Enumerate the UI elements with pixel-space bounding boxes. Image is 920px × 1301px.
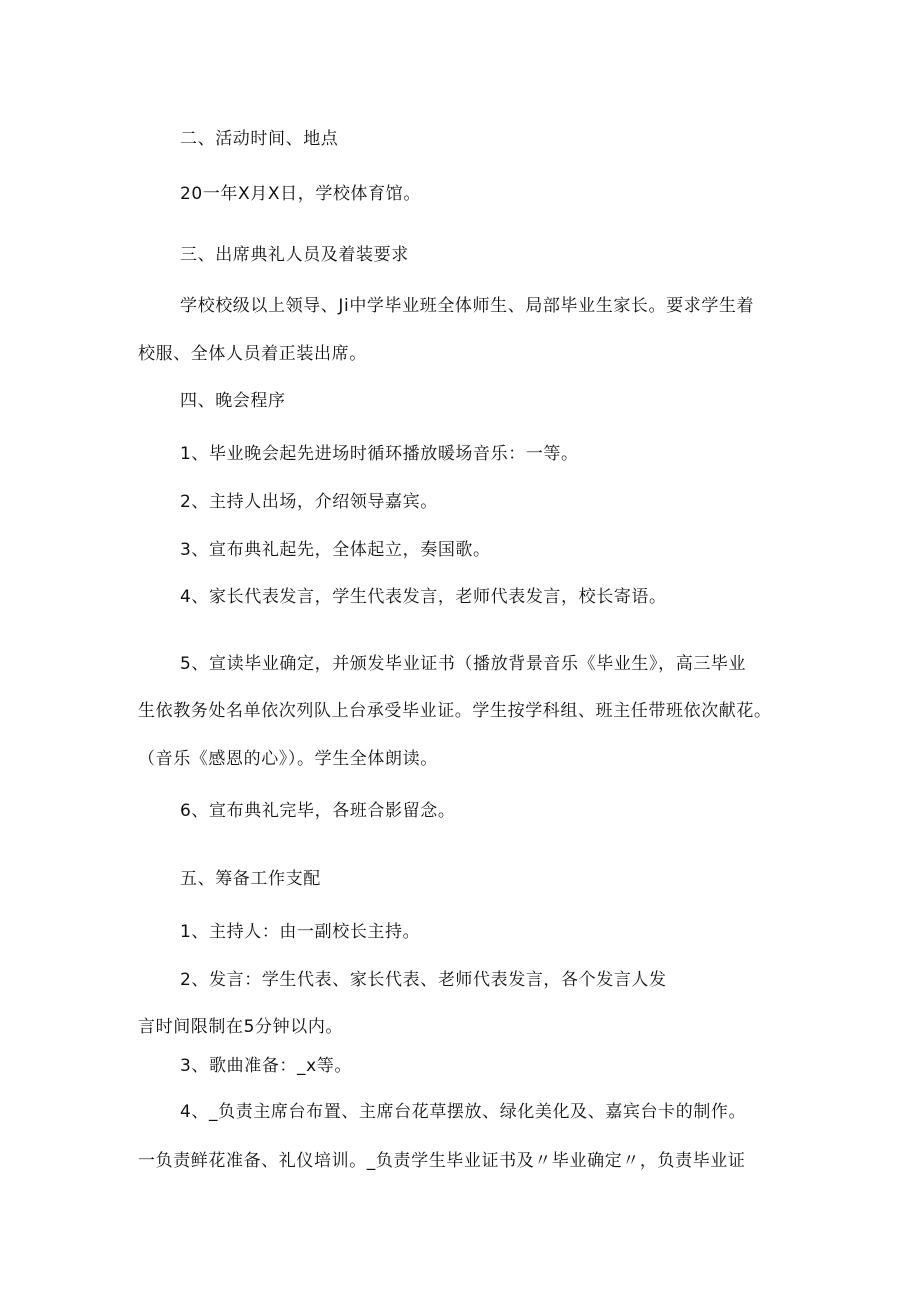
preparation-item-1: 1、主持人：由一副校长主持。 [180, 922, 421, 942]
paragraph-attendees-line-1: 学校校级以上领导、Ji中学毕业班全体师生、局部毕业生家长。要求学生着 [180, 296, 755, 316]
preparation-item-4-line-2: 一负责鲜花准备、礼仪培训。_负责学生毕业证书及〃毕业确定〃，负责毕业证 [138, 1151, 746, 1171]
preparation-item-2-line-2: 言时间限制在5分钟以内。 [138, 1017, 344, 1037]
program-item-1: 1、毕业晚会起先进场时循环播放暖场音乐：一等。 [180, 444, 579, 464]
section-heading-time-place: 二、活动时间、地点 [180, 129, 339, 149]
preparation-item-3: 3、歌曲准备：_x等。 [180, 1056, 352, 1076]
section-heading-attendees: 三、出席典礼人员及着装要求 [180, 245, 409, 265]
program-item-5-line-3: （音乐《感恩的心》）。学生全体朗读。 [138, 749, 438, 769]
section-heading-preparation: 五、筹备工作支配 [180, 869, 321, 889]
preparation-item-2-line-1: 2、发言：学生代表、家长代表、老师代表发言，各个发言人发 [180, 970, 667, 990]
paragraph-attendees-line-2: 校服、全体人员着正装出席。 [138, 344, 367, 364]
program-item-5-line-1: 5、宣读毕业确定，并颁发毕业证书（播放背景音乐《毕业生》，高三毕业 [180, 654, 747, 674]
program-item-5-line-2: 生依教务处名单依次列队上台承受毕业证。学生按学科组、班主任带班依次献花。 [138, 701, 772, 721]
program-item-3: 3、宣布典礼起先，全体起立，奏国歌。 [180, 540, 491, 560]
program-item-2: 2、主持人出场，介绍领导嘉宾。 [180, 492, 438, 512]
program-item-4: 4、家长代表发言，学生代表发言，老师代表发言，校长寄语。 [180, 587, 667, 607]
preparation-item-4-line-1: 4、_负责主席台布置、主席台花草摆放、绿化美化及、嘉宾台卡的制作。 [180, 1102, 747, 1122]
section-heading-program: 四、晚会程序 [180, 391, 286, 411]
paragraph-date-location: 20一年X月X日，学校体育馆。 [180, 184, 421, 204]
program-item-6: 6、宣布典礼完毕，各班合影留念。 [180, 801, 456, 821]
